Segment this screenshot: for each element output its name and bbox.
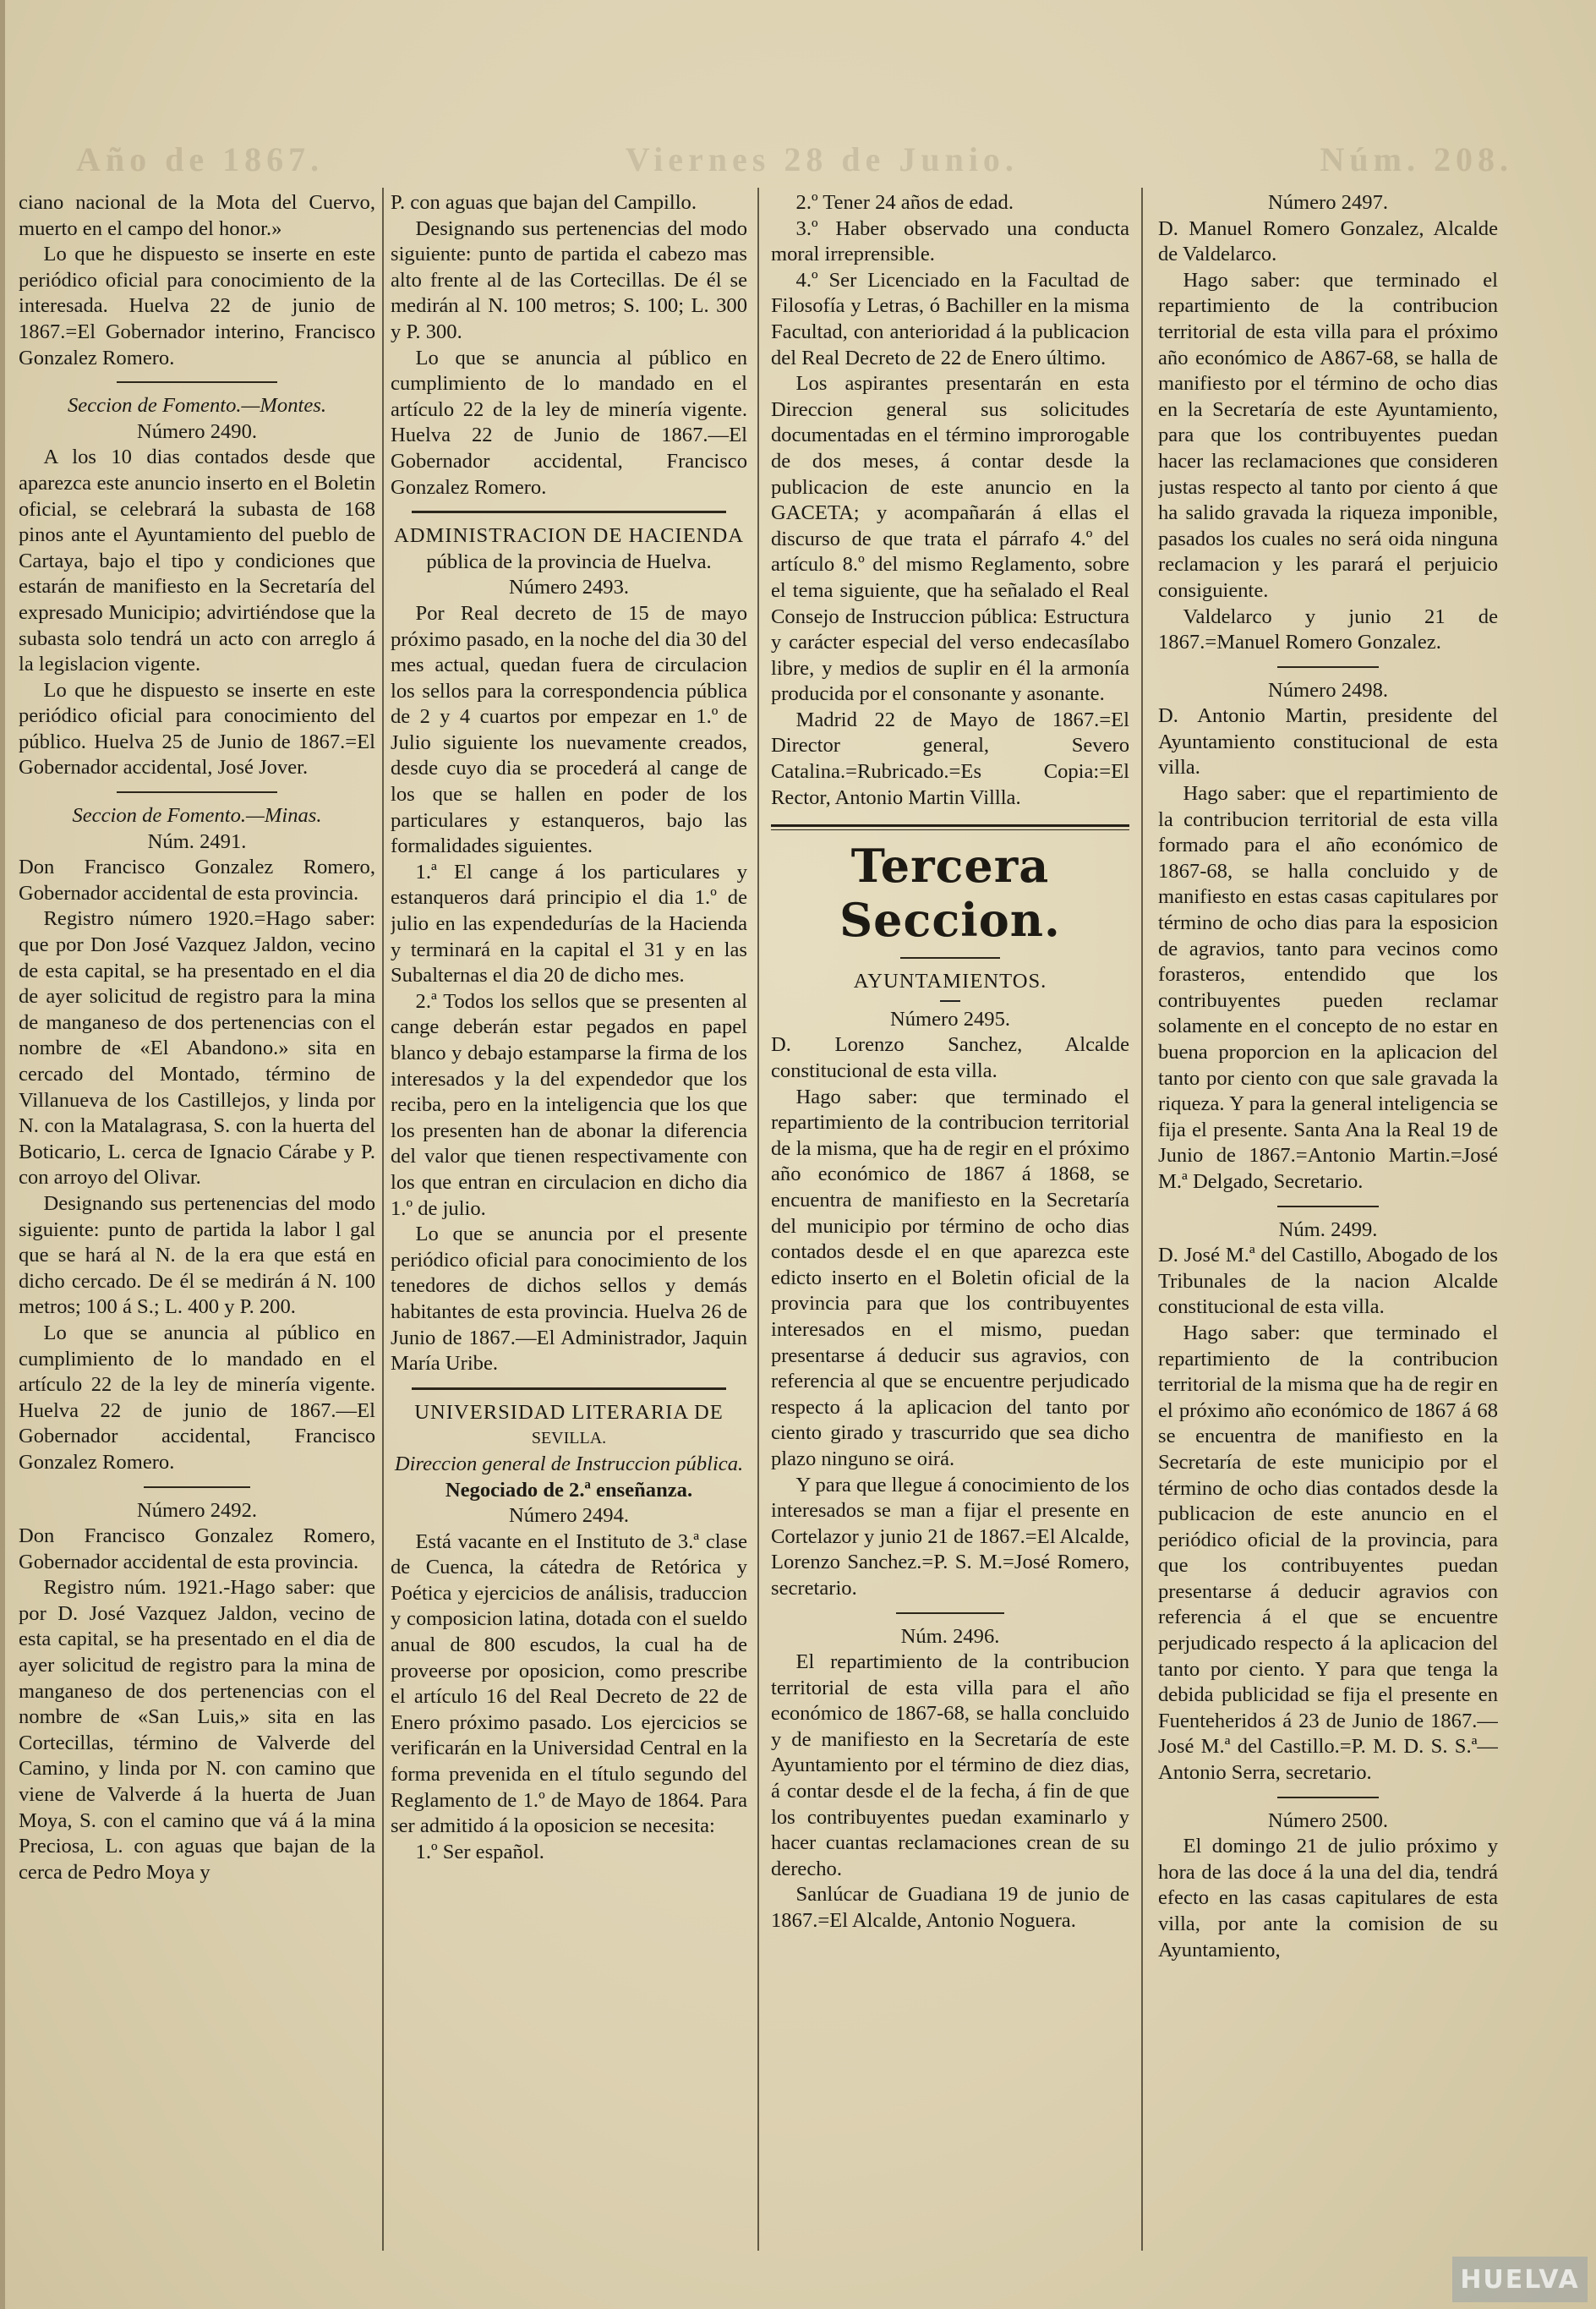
column-rule <box>1141 188 1143 2251</box>
paragraph: Lo que se anuncia por el presente periódico oficial para conocimiento de los tenedores de dichos sellos y demás habitantes de esta provincia. Huelva 26 de Junio de 1867.—El Administrador, Jaquin María Uribe. <box>391 1223 747 1376</box>
notice-number: Número 2494. <box>508 1504 630 1528</box>
divider <box>117 791 277 793</box>
paragraph: 1.ª El cange á los particulares y estanqueros dará principio el dia 1.º de julio en las expendedurías de la Hacienda y terminará en la capital el 31 y en las Subalternas el dia 20 de dicho mes. <box>391 860 747 988</box>
divider <box>1277 666 1380 668</box>
paragraph: Madrid 22 de Mayo de 1867.=El Director general, Severo Catalina.=Rubricado.=Es Copia:=El Rector, Antonio Martin Villla. <box>771 708 1129 809</box>
page-edge <box>0 0 5 2309</box>
notice-number: Número 2493. <box>508 576 630 599</box>
paragraph: P. con aguas que bajan del Campillo. <box>391 191 697 214</box>
section-heading: AYUNTAMIENTOS. <box>853 970 1047 993</box>
notice-heading: Don Francisco Gonzalez Romero, Gobernador accidental de esta provincia. <box>19 1524 375 1573</box>
paragraph: 2.ª Todos los sellos que se presenten al cange deberán estar pegados en papel blanco y debajo estamparse la firma de los interesados y la del expendedor que los reciba, pero en la inteligencia que los que los presenten han de abonar la diferencia del valor que tienen respectivamente con los que entran en circulacion en dicho dia 1.º de julio. <box>391 989 747 1220</box>
faded-header <box>76 140 1513 179</box>
notice-number: Número 2495. <box>889 1007 1011 1031</box>
section-heading: ADMINISTRACION DE HACIENDA <box>393 524 744 548</box>
section-subheading: Negociado de 2.ª enseñanza. <box>445 1478 693 1502</box>
notice-number: Núm. 2491. <box>147 829 247 853</box>
divider <box>1277 1797 1380 1798</box>
paragraph: Sanlúcar de Guadiana 19 de junio de 1867.=El Alcalde, Antonio Noguera. <box>771 1883 1129 1933</box>
notice-number: Número 2500. <box>1267 1808 1389 1832</box>
notice-number: Núm. 2496. <box>900 1624 1000 1648</box>
header-year: Año de 1867. <box>76 140 325 178</box>
header-date: Viernes 28 de Junio. <box>625 140 1019 178</box>
section-subheading: Direccion general de Instruccion pública. <box>394 1452 744 1475</box>
column-rule <box>757 188 759 2251</box>
paragraph: Hago saber: que terminado el repartimiento de la contribucion territorial de la misma, que ha de regir en el próximo año económico de 1867 á 1868, se encuentra de manifiesto en la Secretaría del municipio por término de ocho dias contados desde el en que aparezca este edicto inserto en el Boletin oficial de la provincia para que los contribuyentes interesados en el mismo, puedan presentarse á deducir sus agravios, con referencia al que se encuentre perjudicado respecto á la aplicacion del tanto por ciento girado y trascurrido que sea dicho plazo ninguno se oirá. <box>771 1085 1129 1470</box>
library-watermark: HUELVA <box>1452 2257 1588 2302</box>
section-heading: UNIVERSIDAD LITERARIA DE <box>414 1400 724 1424</box>
paragraph: A los 10 dias contados desde que aparezca este anuncio inserto en el Boletin oficial, se celebrará la subasta de 168 pinos ante el Ayuntamiento del pueblo de Cartaya, bajo el tipo y condiciones que estarán de manifiesto en la Secretaría del expresado Municipio; advirtiéndose que la subasta solo tendrá un acto con arreglo á la legislacion vigente. <box>19 446 375 676</box>
notice-heading: D. Lorenzo Sanchez, Alcalde constitucional de esta villa. <box>771 1033 1129 1083</box>
column-rule <box>382 188 384 2251</box>
paragraph: El domingo 21 de julio próximo y hora de las doce á la una del dia, tendrá efecto en las casas capitulares de esta villa, por ante la comision de su Ayuntamiento, <box>1158 1835 1498 1962</box>
paragraph: Y para que llegue á conocimiento de los interesados se man a fijar el presente en Cortelazor y junio 21 de 1867.=El Alcalde, Lorenzo Sanchez.=P. S. M.=José Romero, secretario. <box>771 1473 1129 1600</box>
paragraph: Valdelarco y junio 21 de 1867.=Manuel Romero Gonzalez. <box>1158 605 1498 654</box>
divider <box>412 511 725 513</box>
section-heading: Seccion de Fomento.—Minas. <box>72 804 322 828</box>
paragraph: Hago saber: que terminado el repartimiento de la contribucion territorial de la misma que ha de regir en el próximo año económico de 1867 á 68 se encuentra de manifiesto en la Secretaría de este municipio por el término de ocho dias contados desde la publicacion de este anuncio en el periódico oficial de la provincia, para que los contribuyentes puedan presentarse á deducir agravios con referencia á el que se encuentre perjudicado respecto á la aplicacion del tanto por ciento. Y para que tenga la debida publicidad se fija el presente en Fuenteheridos á 23 de Junio de 1867.—José M.ª del Castillo.=P. M. D. S. S.ª—Antonio Serra, secretario. <box>1158 1321 1498 1785</box>
paragraph: Lo que se anuncia al público en cumplimiento de lo mandado en el artículo 22 de la ley de minería vigente. Huelva 22 de junio de 1867.—El Gobernador accidental, Francisco Gonzalez Romero. <box>19 1321 375 1474</box>
notice-heading: D. Manuel Romero Gonzalez, Alcalde de Valdelarco. <box>1158 216 1498 266</box>
notice-heading: Don Francisco Gonzalez Romero, Gobernador accidental de esta provincia. <box>19 856 375 905</box>
paragraph: Designando sus pertenencias del modo siguiente: punto de partida el cabezo mas alto frente al de las Cortecillas. De él se medirán al N. 100 metros; S. 100; L. 300 y P. 300. <box>391 216 747 343</box>
section-heading: Seccion de Fomento.—Montes. <box>68 394 326 418</box>
column-2 <box>391 190 747 2270</box>
section-title: Tercera Seccion. <box>839 839 1061 948</box>
divider <box>412 1387 725 1390</box>
notice-number: Número 2490. <box>136 419 258 443</box>
section-subheading: pública de la provincia de Huelva. <box>426 550 712 573</box>
paragraph: Registro número 1920.=Hago saber: que por Don José Vazquez Jaldon, vecino de esta capital, se ha presentado en el dia de ayer solicitud de registro para la mina de manganeso de dos pertenencias con el nombre de «El Abandono.» sita en cercado del Montado, término de Villanueva de los Castillejos, y linda por N. con la Matalagrasa, S. con la huerta del Boticario, L. cerca de Ignacio Cárabe y P. con arroyo del Olivar. <box>19 907 375 1190</box>
paragraph: 1.º Ser español. <box>415 1840 544 1863</box>
column-1 <box>19 190 375 2270</box>
divider <box>940 1000 960 1002</box>
section-subheading: SEVILLA. <box>531 1429 607 1448</box>
paragraph: El repartimiento de la contribucion territorial de esta villa para el año económico de 1867-68, se halla concluido y de manifiesto en la Secretaría de este Ayuntamiento por el término de diez dias, á contar desde el de la fecha, á fin de que los contribuyentes puedan examinarlo y hacer cuantas reclamaciones crean de su derecho. <box>771 1650 1129 1880</box>
paragraph: Está vacante en el Instituto de 3.ª clase de Cuenca, la cátedra de Retórica y Poética y ejercicios de análisis, traduccion y composicion latina, dotada con el sueldo anual de 800 escudos, la cual ha de proveerse por oposicion, como prescribe el artículo 16 del Real Decreto de 22 de Enero próximo pasado. Los ejercicios se verificarán en la Universidad Central en la forma prevenida en el título segundo del Reglamento de 1.º de Mayo de 1864. Para ser admitido á la oposicion se necesita: <box>391 1529 747 1838</box>
paragraph: Hago saber: que terminado el repartimiento de la contribucion territorial de esta villa para el próximo año económico de A867-68, se halla de manifiesto por el término de ocho dias en la Secretaría de este Ayuntamiento, para que los contribuyentes puedan hacer las reclamaciones que consideren justas respecto al tanto por ciento á que ha salido gravada la riqueza imponible, pasados los cuales no será oida ninguna reclamacion y les parará el perjuicio consiguiente. <box>1158 268 1498 602</box>
paragraph: 2.º Tener 24 años de edad. <box>795 191 1014 214</box>
column-4 <box>1158 190 1498 2270</box>
paragraph: Por Real decreto de 15 de mayo próximo pasado, en la noche del dia 30 del mes actual, quedan fuera de circulacion los sellos para la correspondencia pública de 2 y 4 cuartos por empezar en 1.º de Julio siguiente los nuevamente creados, desde cuyo dia se procederá al cange de los que se hallen en poder de los particulares y estanqueros, bajo las formalidades siguientes. <box>391 601 747 858</box>
header-number: Núm. 208. <box>1320 140 1513 178</box>
notice-heading: D. Antonio Martin, presidente del Ayuntamiento constitucional de esta villa. <box>1158 704 1498 780</box>
paragraph: Lo que he dispuesto se inserte en este periódico oficial para conocimiento de la interesada. Huelva 22 de junio de 1867.=El Gobernador interino, Francisco Gonzalez Romero. <box>19 243 375 369</box>
paragraph: Lo que he dispuesto se inserte en este periódico oficial para conocimiento del público. Huelva 25 de Junio de 1867.=El Gobernador accidental, José Jover. <box>19 678 375 780</box>
column-3 <box>771 190 1129 2270</box>
paragraph: Lo que se anuncia al público en cumplimiento de lo mandado en el artículo 22 de la ley de minería vigente. Huelva 22 de Junio de 1867.—El Gobernador accidental, Francisco Gonzalez Romero. <box>391 346 747 499</box>
paragraph: 3.º Haber observado una conducta moral irreprensible. <box>771 216 1129 266</box>
double-rule <box>771 824 1129 830</box>
divider <box>900 957 1001 959</box>
paragraph: 4.º Ser Licenciado en la Facultad de Filosofía y Letras, ó Bachiller en la misma Facultad, con anterioridad á la publicacion del Real Decreto de 22 de Enero último. <box>771 268 1129 369</box>
divider <box>117 381 277 383</box>
notice-number: Núm. 2499. <box>1278 1217 1378 1241</box>
notice-number: Número 2497. <box>1267 191 1389 214</box>
divider <box>144 1486 251 1488</box>
paragraph: Hago saber: que el repartimiento de la contribucion territorial de esta villa formado para el año económico de 1867-68, se halla concluido y de manifiesto en estas casas capitulares por término de ocho dias para la esposicion de agravios, tanto para vecinos como forasteros, entendido que los contribuyentes pueden reclamar solamente en el concepto de no estar en buena proporcion en la aplicacion del tanto por ciento con que sale gravada la riqueza. Y para la general inteligencia se fija el presente. Santa Ana la Real 19 de Junio de 1867.=Antonio Martin.=José M.ª Delgado, Secretario. <box>1158 782 1498 1193</box>
divider <box>896 1612 1003 1614</box>
notice-number: Número 2498. <box>1267 678 1389 702</box>
paragraph: Designando sus pertenencias del modo siguiente: punto de partida la labor l gal que se hará al N. de la era que está en dicho cercado. De él se medirán á N. 100 metros; 100 á S.; L. 400 y P. 200. <box>19 1191 375 1319</box>
divider <box>1277 1206 1380 1207</box>
paragraph: ciano nacional de la Mota del Cuervo, muerto en el campo del honor.» <box>19 191 375 240</box>
notice-heading: D. José M.ª del Castillo, Abogado de los Tribunales de la nacion Alcalde constitucional de esta villa. <box>1158 1244 1498 1319</box>
paragraph: Los aspirantes presentarán en esta Direccion general sus solicitudes documentadas en el término improrogable de dos meses, á contar desde la publicacion de este anuncio en la GACETA; y acompañarán á ellas el discurso de que trata el párrafo 4.º del artículo 8.º del mismo Reglamento, sobre el tema siguiente, que ha señalado el Real Consejo de Instruccion pública: Estructura y carácter especial del verso endecasílabo libre, y medios de suplir en él la armonía producida por el consonante y asonante. <box>771 372 1129 706</box>
paragraph: Registro núm. 1921.-Hago saber: que por D. José Vazquez Jaldon, vecino de esta capital, se ha presentado en el dia de ayer solicitud de registro para la mina de manganeso de dos pertenencias con el nombre de «San Luis,» sita en las Cortecillas, término de Valverde del Camino, y linda por N. con camino que viene de Valverde á la huerta de Juan Moya, S. con el camino que vá á la mina Preciosa, L. con aguas que bajan de la cerca de Pedro Moya y <box>19 1576 375 1884</box>
notice-number: Número 2492. <box>136 1498 258 1522</box>
